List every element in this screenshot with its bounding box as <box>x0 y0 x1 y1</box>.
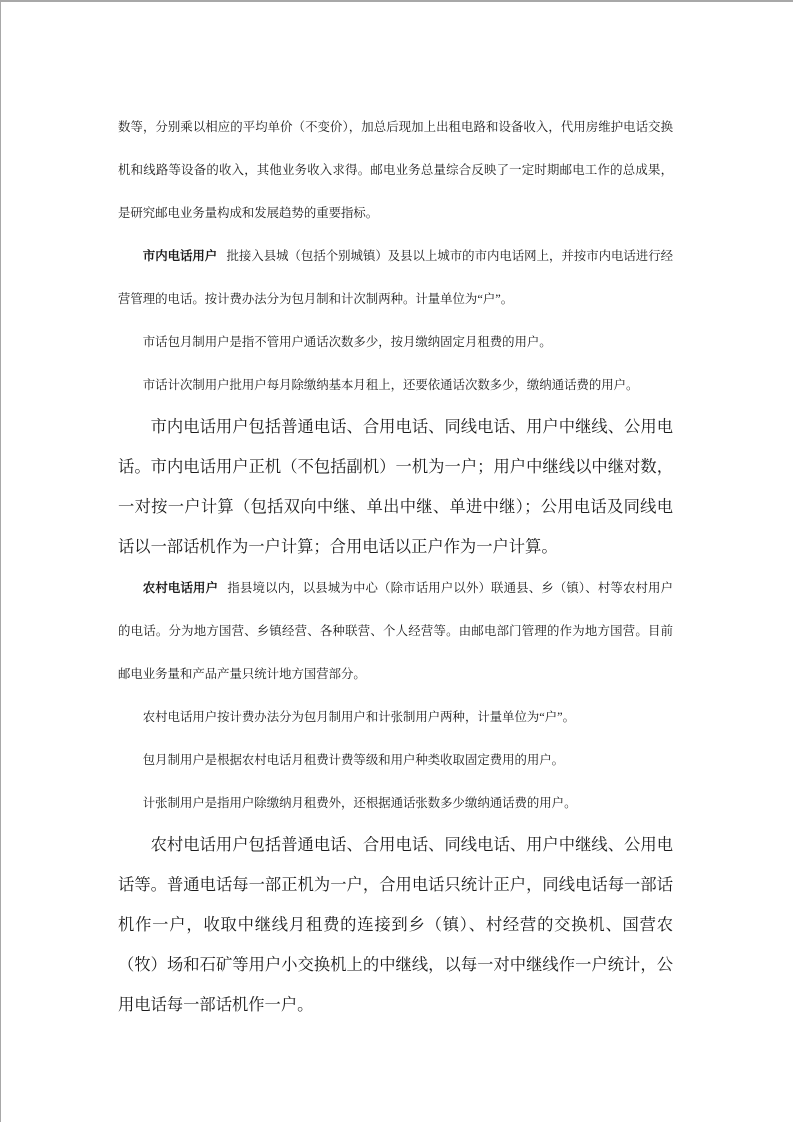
paragraph-text: 市话包月制用户是指不管用户通话次数多少，按月缴纳固定月租费的用户。 <box>142 335 552 349</box>
paragraph-rural-per-ticket-subscribers <box>118 782 673 825</box>
paragraph-text: 农村电话用户按计费办法分为包月制用户和计张制用户两种，计量单位为“户”。 <box>142 710 576 724</box>
paragraph-text: 市话计次制用户批用户每月除缴纳基本月租上，还要依通话次数多少，缴纳通话费的用户。 <box>142 378 639 392</box>
paragraph-telecom-volume-continuation <box>118 106 673 235</box>
paragraph-urban-flat-rate-subscribers <box>118 321 673 364</box>
paragraph-text: 批接入县城（包括个别城镇）及县以上城市的市内电话网上，并按市内电话进行经营管理的电话。按计费办法分为包月制和计次制两种。计量单位为“户”。 <box>118 249 674 306</box>
document-content <box>118 106 673 1025</box>
paragraph-rural-subscriber-counting-rules <box>118 825 673 1025</box>
paragraph-urban-telephone-subscribers <box>118 235 673 321</box>
paragraph-rural-telephone-subscribers <box>118 567 673 696</box>
paragraph-rural-billing-types <box>118 696 673 739</box>
paragraph-text: 市内电话用户包括普通电话、合用电话、同线电话、用户中继线、公用电话。市内电话用户正机（不包括副机）一机为一户；用户中继线以中继对数，一对按一户计算（包括双向中继、单出中继、单进中继）；公用电话及同线电话以一部话机作为一户计算；合用电话以正户作为一户计算。 <box>118 417 673 556</box>
paragraph-text: 数等，分别乘以相应的平均单价（不变价），加总后现加上出租电路和设备收入，代用房维护电话交换机和线路等设备的收入，其他业务收入求得。邮电业务总量综合反映了一定时期邮电工作的总成果，是研究邮电业务量构成和发展趋势的重要指标。 <box>118 120 673 220</box>
paragraph-text: 指县境以内，以县城为中心（除市话用户以外）联通县、乡（镇）、村等农村用户的电话。分为地方国营、乡镇经营、各种联营、个人经营等。由邮电部门管理的作为地方国营。目前邮电业务量和产品产量只统计地方国营部分。 <box>118 581 673 681</box>
paragraph-text: 包月制用户是根据农村电话月租费计费等级和用户种类收取固定费用的用户。 <box>142 753 565 767</box>
paragraph-urban-per-call-subscribers <box>118 364 673 407</box>
paragraph-text: 计张制用户是指用户除缴纳月租费外，还根据通话张数多少缴纳通话费的用户。 <box>142 796 577 810</box>
paragraph-urban-subscriber-counting-rules <box>118 407 673 567</box>
paragraph-text: 农村电话用户包括普通电话、合用电话、同线电话、用户中继线、公用电话等。普通电话每一部正机为一户，合用电话只统计正户，同线电话每一部话机作一户，收取中继线月租费的连接到乡（镇）、村经营的交换机、国营农（牧）场和石矿等用户小交换机上的中继线，以每一对中继线作一户统计，公用电话每一部话机作一户。 <box>118 835 673 1014</box>
paragraph-rural-flat-rate-subscribers <box>118 739 673 782</box>
term-urban-telephone-subscribers: 市内电话用户 <box>142 249 218 263</box>
term-rural-telephone-subscribers: 农村电话用户 <box>142 581 219 595</box>
